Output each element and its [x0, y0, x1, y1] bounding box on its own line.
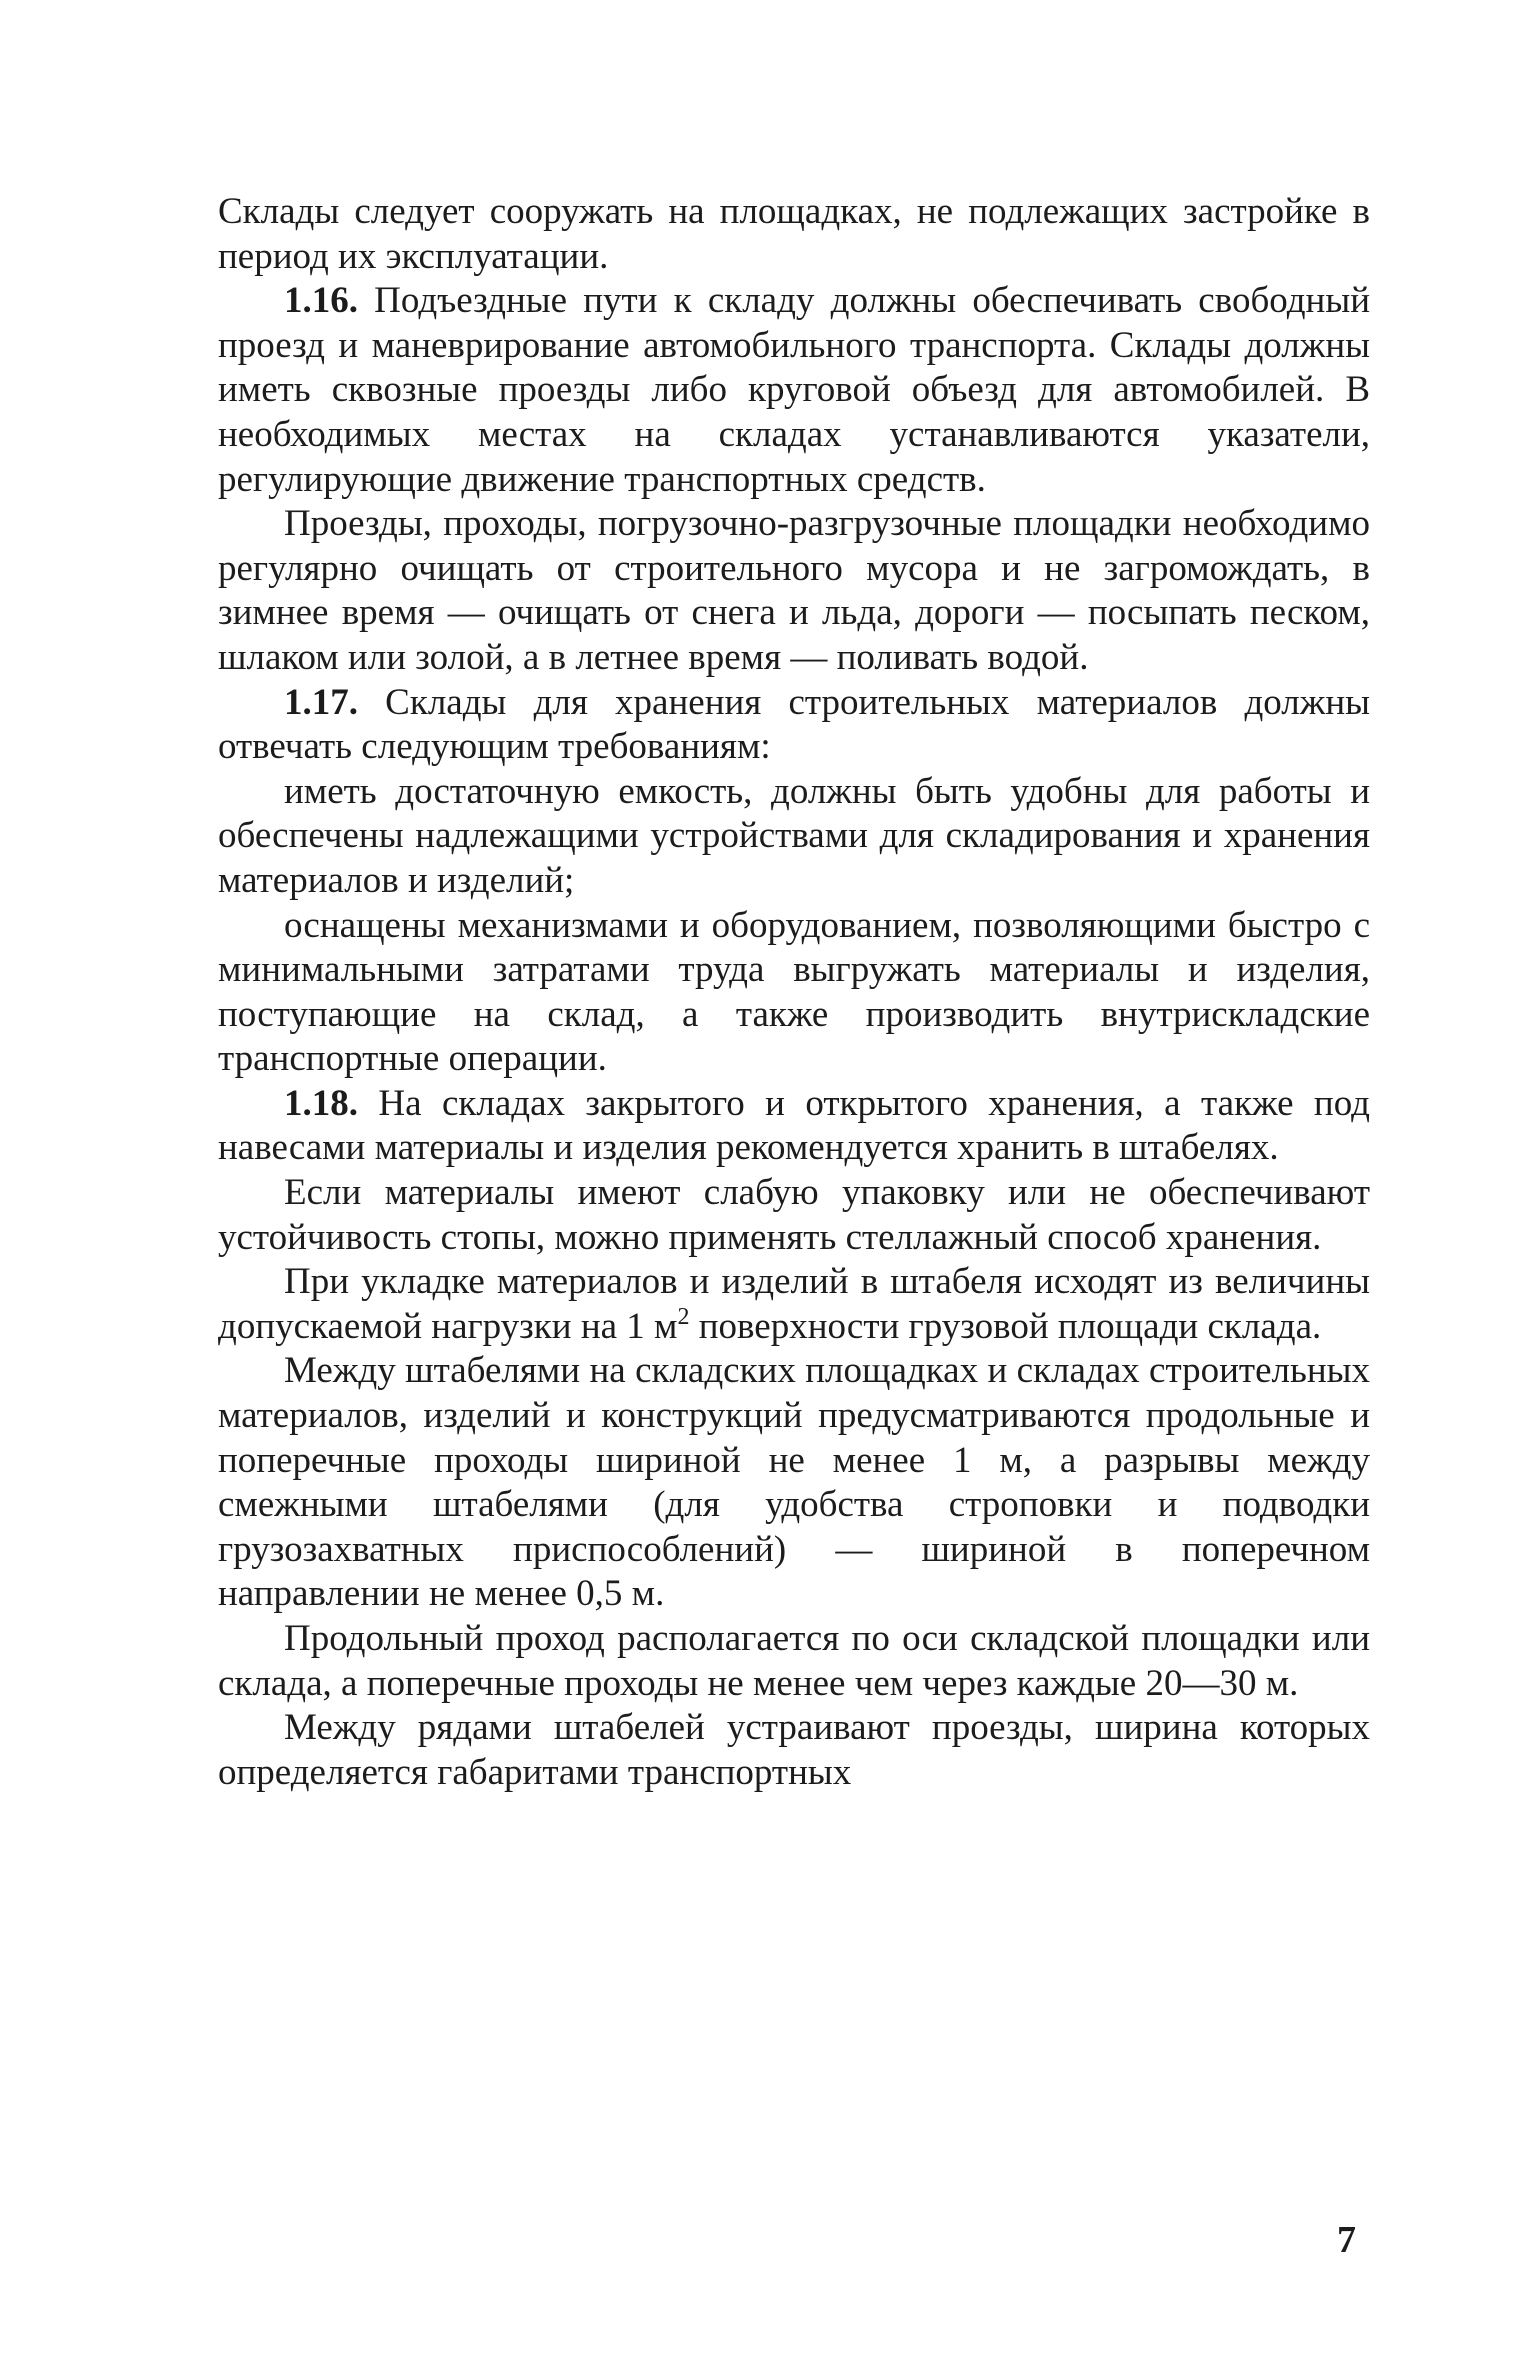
- paragraph-clause-1-18: [218, 1082, 1370, 1171]
- paragraph-3: [218, 502, 1370, 680]
- paragraph-5: [218, 770, 1370, 904]
- paragraph-text-after: поверхности грузовой площади склада.: [689, 1305, 1322, 1347]
- paragraph-text: Между штабелями на складских площадках и складах строительных материалов, изделий и конструкций предусматриваются продольные и поперечные проходы шириной не менее 1 м, а разрывы между смежными штабелями (для удобства строповки и подводки грузозахватных приспособлений) — шириной в поперечном направлении не менее 0,5 м.: [218, 1350, 1370, 1615]
- page-body: [218, 190, 1370, 1795]
- paragraph-9: [218, 1260, 1370, 1349]
- paragraph-text: Склады для хранения строительных материалов должны отвечать следующим требованиям:: [218, 681, 1370, 768]
- clause-number: 1.17.: [284, 681, 358, 723]
- paragraph-1: [218, 190, 1370, 279]
- paragraph-12: [218, 1706, 1370, 1795]
- paragraph-text: Подъездные пути к складу должны обеспечивать свободный проезд и маневрирование автомобильного транспорта. Склады должны иметь сквозные проезды либо круговой объезд для автомобилей. В необходимых местах на складах устанавливаются указатели, регулирующие движение транспортных средств.: [218, 280, 1370, 500]
- paragraph-8: [218, 1171, 1370, 1260]
- paragraph-text-before: При укладке материалов и изделий в штабеля исходят из величины допускаемой нагрузки на 1 м: [218, 1261, 1370, 1347]
- paragraph-11: [218, 1617, 1370, 1706]
- clause-number: 1.16.: [284, 280, 358, 322]
- paragraph-text: На складах закрытого и открытого хранения, а также под навесами материалы и изделия рекомендуется хранить в штабелях.: [218, 1082, 1370, 1169]
- page-number: 7: [1337, 2219, 1356, 2261]
- paragraph-clause-1-16: [218, 279, 1370, 502]
- superscript: 2: [677, 1303, 690, 1330]
- paragraph-clause-1-17: [218, 681, 1370, 770]
- paragraph-text: оснащены механизмами и оборудованием, позволяющими быстро с минимальными затратами труда выгружать материалы и изделия, поступающие на склад, а также производить внутрискладские транспортные операции.: [218, 904, 1370, 1080]
- paragraph-text: Если материалы имеют слабую упаковку или не обеспечивают устойчивость стопы, можно применять стеллажный способ хранения.: [218, 1172, 1370, 1258]
- paragraph-1-text: Склады следует сооружать на площадках, не подлежащих застройке в период их эксплуатации.: [218, 191, 1370, 277]
- paragraph-text: иметь достаточную емкость, должны быть удобны для работы и обеспечены надлежащими устройствами для складирования и хранения материалов и изделий;: [218, 770, 1370, 901]
- paragraph-text: Между рядами штабелей устраивают проезды, ширина которых определяется габаритами транспортных: [218, 1707, 1370, 1793]
- paragraph-10: [218, 1349, 1370, 1617]
- paragraph-6: [218, 904, 1370, 1082]
- clause-number: 1.18.: [284, 1082, 358, 1124]
- paragraph-text: Продольный проход располагается по оси складской площадки или склада, а поперечные проходы не менее чем через каждые 20—30 м.: [218, 1618, 1370, 1704]
- paragraph-text: Проезды, проходы, погрузочно-разгрузочные площадки необходимо регулярно очищать от строительного мусора и не загромождать, в зимнее время — очищать от снега и льда, дороги — посыпать песком, шлаком или золой, а в летнее время — поливать водой.: [218, 503, 1370, 678]
